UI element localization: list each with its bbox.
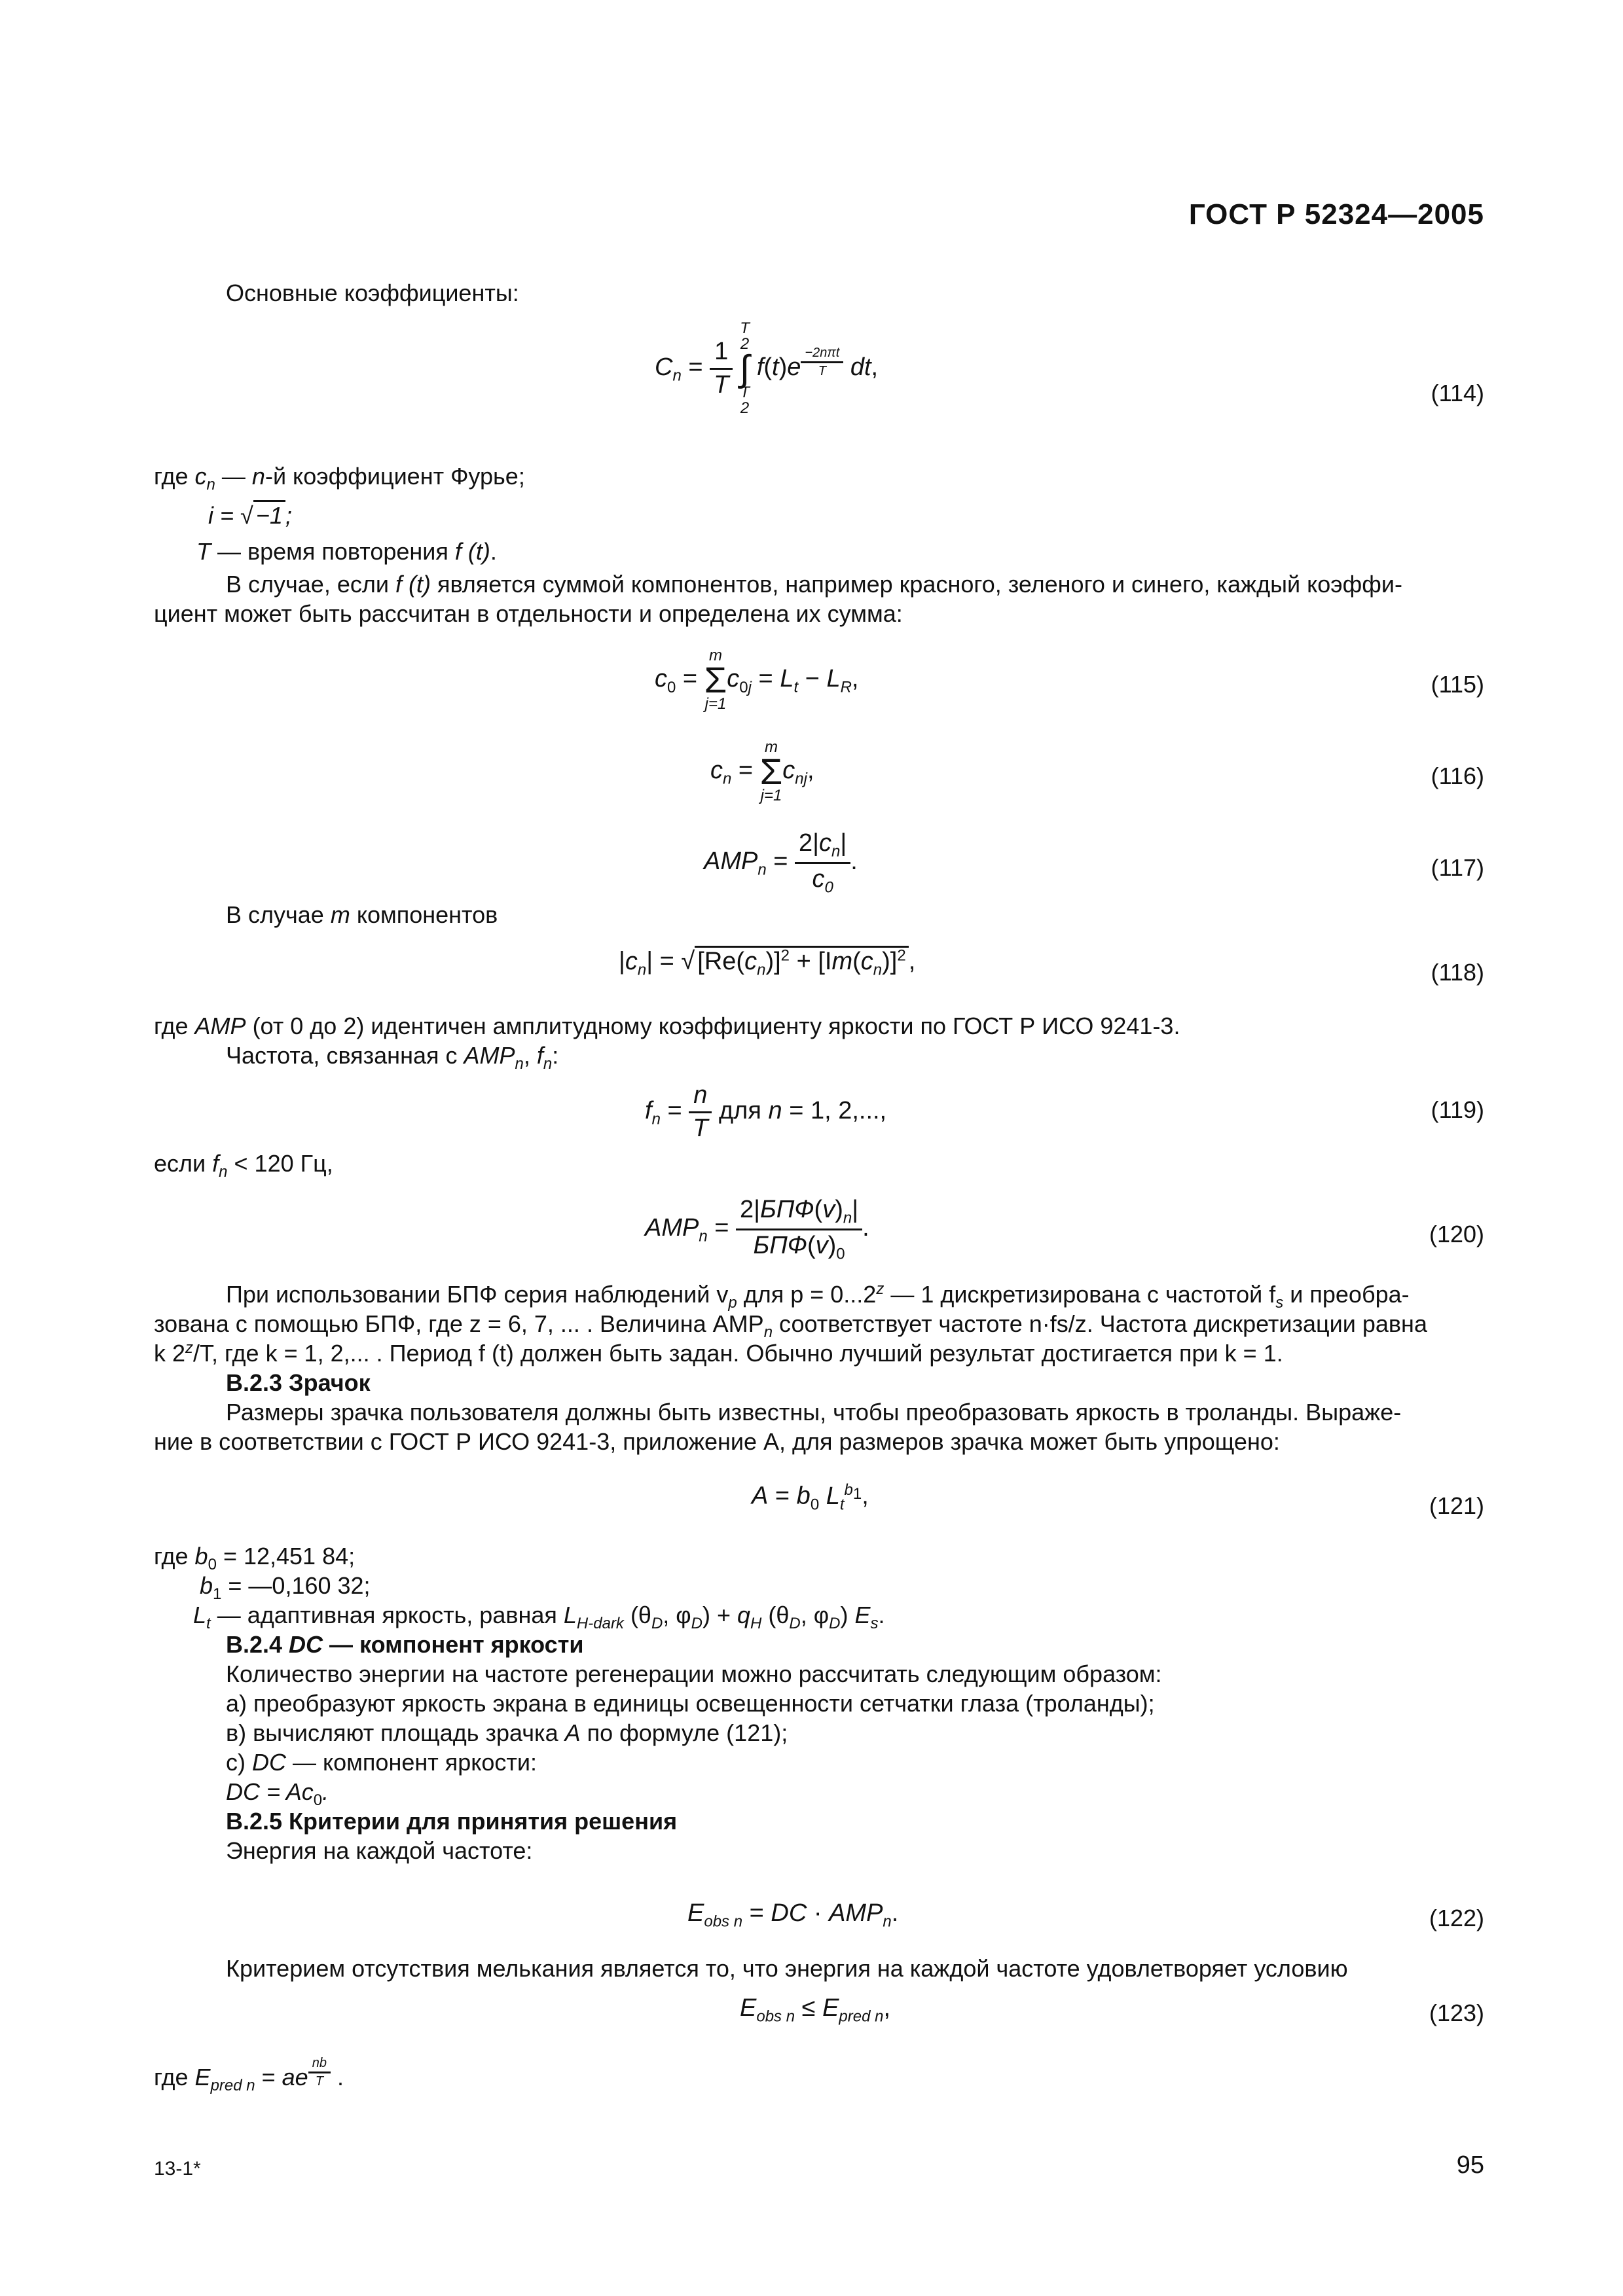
i-eq: i = bbox=[208, 502, 241, 529]
amp-c: (от 0 до 2) идентичен амплитудному коэффициенту яркости по ГОСТ Р ИСО 9241-3. bbox=[246, 1013, 1180, 1039]
amp-a: где bbox=[154, 1013, 195, 1039]
equation-number-114: (114) bbox=[1431, 380, 1484, 406]
equation-number-121: (121) bbox=[1429, 1492, 1484, 1519]
fft-l1-b: для p = 0...2 bbox=[737, 1281, 877, 1308]
imaginary-unit: i = √ −1 ; bbox=[208, 501, 292, 530]
equation-114: $C_n$ = $\frac{1}{T}$ T 2 ∫ T 2 f(t)e $^{\frac{\text{−2nπt}}{T}}$ dt, bbox=[655, 319, 879, 418]
list-item-b bbox=[226, 1718, 788, 1748]
b24-b: DC bbox=[289, 1631, 323, 1658]
equation-number-117: (117) bbox=[1431, 854, 1484, 881]
freq-d: : bbox=[552, 1042, 559, 1069]
b24-c: — компонент яркости bbox=[323, 1631, 584, 1658]
T-symbol: T bbox=[196, 538, 211, 565]
equation-119: $f_n$ = $\frac{n}{T}$ для n = 1, 2,..., bbox=[645, 1081, 887, 1142]
footer-code: 13-1* bbox=[154, 2158, 201, 2179]
list-c-a: с) bbox=[226, 1749, 252, 1776]
paragraph-sum-components bbox=[226, 569, 1402, 599]
i-radicand: −1 bbox=[253, 500, 285, 529]
equation-120: $AMP_n$ = $\frac{2|БПФ(v)_n|}{БПФ(v)_0}$ . bbox=[645, 1196, 869, 1263]
paragraph-criterion: Критерием отсутствия мелькания является то, что энергия на каждой частоте удовлетворяет условию bbox=[226, 1955, 1348, 1982]
fft-l2-b: соответствует частоте n·fs/z. Частота дискретизации равна bbox=[773, 1310, 1427, 1337]
T-desc: — время повторения bbox=[211, 538, 455, 565]
heading-b23: В.2.3 Зрачок bbox=[226, 1369, 371, 1396]
case1-a: В случае, если bbox=[226, 571, 395, 598]
equation-115: $c_0$ = m Σ j=1 $c_{0j} = L_t - L_R$, bbox=[655, 647, 859, 713]
equation-118: $|c_n|$ = √ $[Re(c_n)]^2 + [Im(c_n)]^2$ , bbox=[619, 946, 916, 979]
where-cn-desc: -й коэффициент Фурье; bbox=[264, 463, 525, 490]
eq119-for: для bbox=[712, 1097, 769, 1125]
b1-value: = —0,160 32; bbox=[221, 1572, 371, 1599]
heading-b25: В.2.5 Критерии для принятия решения bbox=[226, 1808, 678, 1835]
equation-number-116: (116) bbox=[1431, 762, 1484, 789]
where-cn: где $c_n$ — n-й коэффициент Фурье; bbox=[154, 463, 525, 494]
paragraph-energy: Количество энергии на частоте регенерации можно рассчитать следующим образом: bbox=[226, 1660, 1162, 1687]
where-cn-prefix: где bbox=[154, 463, 195, 490]
where-cn-dash: — bbox=[215, 463, 252, 490]
fft-l1-a: При использовании БПФ серия наблюдений v bbox=[226, 1281, 729, 1308]
dc-formula: DC = $Ac_0$. bbox=[226, 1778, 329, 1810]
T-func: f (t) bbox=[454, 538, 490, 565]
fft-l1-d: и преобра- bbox=[1283, 1281, 1410, 1308]
list-b-c: по формуле (121); bbox=[580, 1719, 788, 1746]
equation-number-122: (122) bbox=[1429, 1905, 1484, 1931]
fft-l3-b: /T, где k = 1, 2,... . Период f (t) должен быть задан. Обычно лучший результат достигается при k = 1. bbox=[193, 1340, 1283, 1367]
paragraph-pupil-line2: ние в соответствии с ГОСТ Р ИСО 9241-3, приложение А, для размеров зрачка может быть упрощено: bbox=[154, 1428, 1280, 1455]
case-m-a: В случае bbox=[226, 901, 331, 928]
list-b-b: А bbox=[564, 1719, 581, 1746]
fft-l3-a: k 2 bbox=[154, 1340, 186, 1367]
if-a: если bbox=[154, 1150, 213, 1177]
case1-func: f (t) bbox=[395, 571, 431, 598]
amp-b: AMP bbox=[194, 1013, 246, 1039]
equation-number-123: (123) bbox=[1429, 2000, 1484, 2026]
param-b0: где $b_0 = 12,451$ 84; bbox=[154, 1543, 356, 1574]
b0-value: = 12,451 84; bbox=[216, 1543, 356, 1570]
freq-c: , bbox=[523, 1042, 537, 1069]
equation-123: $E_{obs n} \le E_{pred n}$, bbox=[740, 1994, 891, 2026]
paragraph-basic-coefficients: Основные коэффициенты: bbox=[226, 279, 519, 306]
paragraph-frequency: Частота, связанная с $AMP_n$, $f_n$: bbox=[226, 1042, 559, 1073]
case-m-b: m bbox=[330, 901, 350, 928]
paragraph-amp-definition bbox=[154, 1011, 1180, 1041]
case-m-c: компонентов bbox=[350, 901, 498, 928]
equation-number-119: (119) bbox=[1431, 1096, 1484, 1123]
document-header: ГОСТ Р 52324—2005 bbox=[1188, 198, 1484, 230]
freq-a: Частота, связанная с bbox=[226, 1042, 464, 1069]
heading-b24 bbox=[226, 1630, 583, 1659]
if-b: < 120 Гц, bbox=[227, 1150, 333, 1177]
list-c-b: DC bbox=[252, 1749, 286, 1776]
equation-number-120: (120) bbox=[1429, 1221, 1484, 1247]
paragraph-sum-components-line2: циент может быть рассчитан в отдельности и определена их сумма: bbox=[154, 600, 903, 627]
equation-122: $E_{obs n}$ = DC · $AMP_n$. bbox=[687, 1899, 899, 1931]
fft-l1-c: — 1 дискретизирована с частотой f bbox=[884, 1281, 1276, 1308]
paragraph-fft-line1: При использовании БПФ серия наблюдений $v_p$ для $p = 0...2^z$ — 1 дискретизирована с частотой $f_s$ и преобра- bbox=[226, 1280, 1410, 1312]
freq-b: AMP bbox=[464, 1042, 515, 1069]
paragraph-pupil-line1: Размеры зрачка пользователя должны быть известны, чтобы преобразовать яркость в троланды. Выраже- bbox=[226, 1399, 1402, 1426]
equation-116: $c_n$ = m Σ j=1 $c_{nj}$, bbox=[710, 738, 814, 805]
equation-117: $AMP_n$ = $\frac{2|c_n|}{c_0}$ . bbox=[704, 829, 858, 897]
equation-121: $A = b_0$ $L_t^{b_1}$, bbox=[752, 1481, 869, 1514]
case1-c: является суммой компонентов, например красного, зеленого и синего, каждый коэффи- bbox=[430, 571, 1402, 598]
paragraph-fft-line3: k 2$^z$/T, где k = 1, 2,... . Период f (t) должен быть задан. Обычно лучший результат достигается при k = 1. bbox=[154, 1339, 1283, 1367]
param-b1: $b_1$ = —0,160 32; bbox=[200, 1572, 371, 1604]
Lt-desc: — адаптивная яркость, равная bbox=[210, 1602, 564, 1628]
repeat-time bbox=[196, 537, 497, 566]
list-c-c: — компонент яркости: bbox=[286, 1749, 538, 1776]
fft-l2-a: зована с помощью БПФ, где z = 6, 7, ... . Величина AMP bbox=[154, 1310, 764, 1337]
list-item-a: а) преобразуют яркость экрана в единицы освещенности сетчатки глаза (троланды); bbox=[226, 1690, 1155, 1717]
paragraph-m-components bbox=[226, 900, 498, 929]
paragraph-fft-line2: зована с помощью БПФ, где z = 6, 7, ... . Величина $AMP_n$ соответствует частоте n·fs/z. Частота дискретизации равна bbox=[154, 1310, 1427, 1342]
equation-number-118: (118) bbox=[1431, 959, 1484, 986]
b24-a: В.2.4 bbox=[226, 1631, 289, 1658]
list-b-a: в) вычисляют площадь зрачка bbox=[226, 1719, 565, 1746]
dc-text: DC = Ac bbox=[226, 1778, 314, 1805]
paragraph-if-fn: если $f_n < 120$ Гц, bbox=[154, 1150, 333, 1181]
where-epred-prefix: где bbox=[154, 2063, 195, 2090]
param-Lt: $L_t$ — адаптивная яркость, равная $L_{H-dark}$ ($\theta_D$, $\varphi_D) + q_H$ ($\theta_D$, $\varphi_D$) $E_s$. bbox=[193, 1602, 885, 1633]
where-epred: где $E_{pred n}$ = ae $^{\frac{nb}{T}}$ . bbox=[154, 2056, 344, 2095]
equation-number-115: (115) bbox=[1431, 671, 1484, 698]
paragraph-each-frequency: Энергия на каждой частоте: bbox=[226, 1837, 533, 1864]
list-item-c bbox=[226, 1748, 537, 1777]
T-dot: . bbox=[490, 538, 497, 565]
page-number: 95 bbox=[1456, 2151, 1484, 2179]
